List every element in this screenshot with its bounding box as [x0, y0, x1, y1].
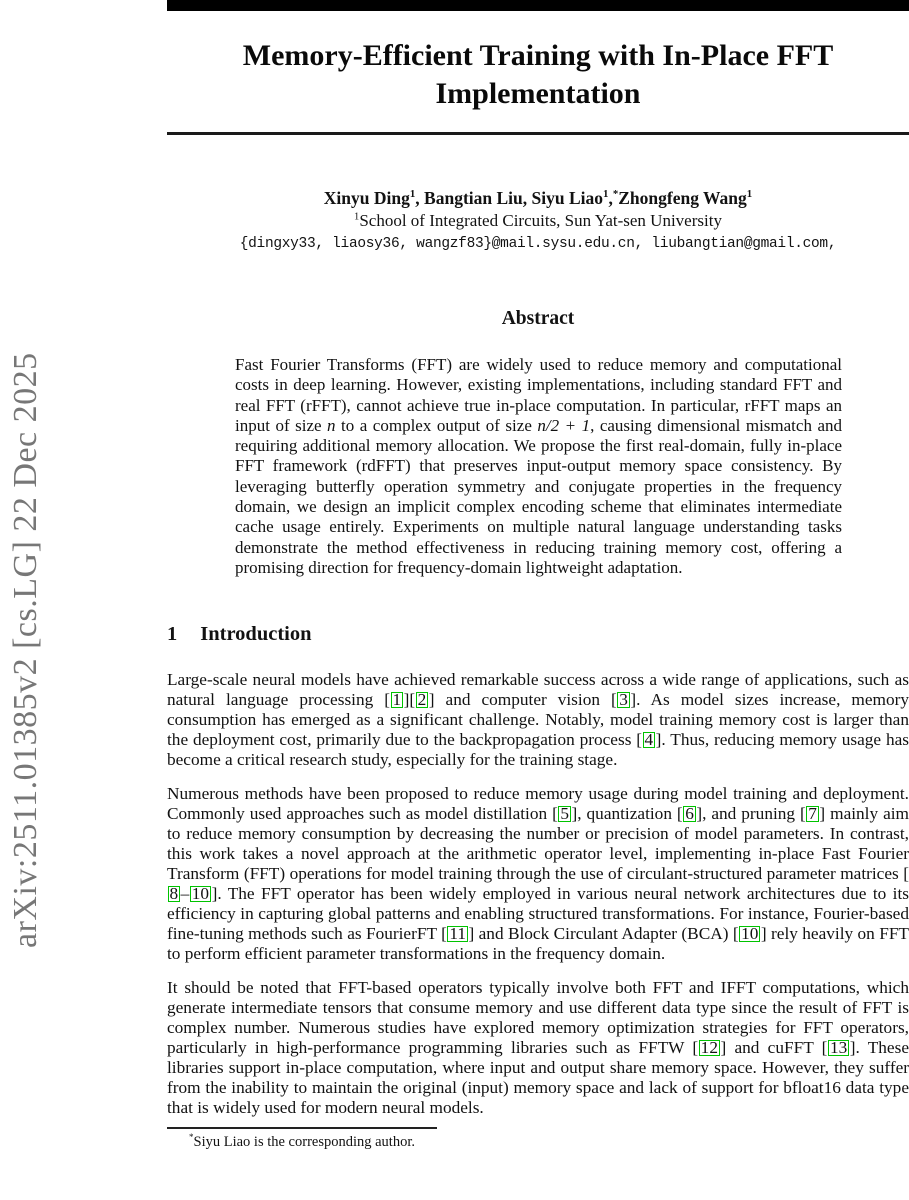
section-number: 1: [167, 623, 178, 646]
intro-paragraph-2: Numerous methods have been proposed to reduce memory usage during model training and deployment. Commonly used approaches such as model distillation [ 5 ], quantization [ 6 ], and pruning [ 7 ] mainly aim to reduce memory consumption by decreasing the number or precision of model parameters. In contrast, this work takes a novel approach at the arithmetic operator level, implementing in-place Fast Fourier Transform (FFT) operations for model training through the use of circulant-structured parameter matrices [8 – 10 ]. The FFT operator has been widely employed in various neural network architectures due to its efficiency in capturing global patterns and enabling structured transformations. For instance, Fourier-based fine-tuning methods such as FourierFT [ 11 ] and Block Circulant Adapter (BCA) [ 10 ] rely heavily on FFT to perform efficient parameter transformations in the frequency domain.: [167, 784, 909, 964]
citation-link[interactable]: 10: [191, 884, 210, 904]
footnote-rule: [167, 1127, 437, 1129]
arxiv-watermark: arXiv:2511.01385v2 [cs.LG] 22 Dec 2025: [7, 352, 44, 948]
paper-column: [167, 0, 909, 1151]
superscript: 1: [746, 188, 753, 201]
abstract-text: Fast Fourier Transforms (FFT) are widely used to reduce memory and computational costs in deep learning. However, existing implementations, including standard FFT and real FFT (rFFT), cannot achieve true in-place computation. In particular, rFFT maps an input of size n to a complex output of size n/2 + 1, causing dimensional mismatch and requiring additional memory allocation. We propose the first real-domain, fully in-place FFT framework (rdFFT) that preserves input-output memory space consistency. By leveraging butterfly operation symmetry and conjugate properties in the frequency domain, we design an implicit complex encoding scheme that eliminates intermediate cache usage entirely. Experiments on multiple natural language understanding tasks demonstrate the method effectiveness in reducing training memory cost, offering a promising direction for frequency-domain lightweight adaptation.: [235, 355, 842, 577]
superscript: *: [612, 188, 619, 201]
citation-link[interactable]: 4: [644, 730, 654, 750]
superscript: 1: [409, 188, 416, 201]
citation-link[interactable]: 1: [392, 690, 402, 710]
superscript: *: [189, 1132, 194, 1143]
citation-link[interactable]: 2: [417, 690, 427, 710]
title-rule: [167, 132, 909, 135]
email-line: {dingxy33, liaosy36, wangzf83}@mail.sysu.edu.cn, liubangtian@gmail.com,: [239, 236, 837, 252]
citation-link[interactable]: 6: [685, 804, 694, 824]
affiliation-line: $^1$School of Integrated Circuits, Sun Yat-sen University: [354, 211, 722, 230]
paper-title: Memory-Efficient Training with In-Place FFT Implementation: [242, 39, 834, 110]
intro-paragraph-3: It should be noted that FFT-based operators typically involve both FFT and IFFT computations, which generate intermediate tensors that consume memory and use different data type since the result of FFT is complex number. Numerous studies have explored memory optimization strategies for FFT operators, particularly in high-performance programming libraries such as FFTW [ 12 ] and cuFFT [ 13 ]. These libraries support in-place computation, where input and output share memory space. However, they suffer from the inability to maintain the original (input) memory space and lack of support for bfloat16 data type that is widely used for modern neural models.: [167, 978, 909, 1118]
citation-link[interactable]: 3: [619, 690, 628, 710]
math-inline: n/2 + 1: [537, 415, 591, 435]
intro-paragraph-1: Large-scale neural models have achieved remarkable success across a wide range of applications, such as natural language processing [ 1 ][ 2 ] and computer vision [ 3 ]. As model sizes increase, memory consumption has emerged as a significant challenge. Notably, model training memory cost is larger than the deployment cost, primarily due to the backpropagation process [ 4 ]. Thus, reducing memory usage has become a critical research study, especially for the training stage.: [167, 670, 909, 770]
footnote-text: *Siyu Liao is the corresponding author.: [189, 1132, 415, 1151]
section-title: Introduction: [200, 623, 312, 646]
math-inline: n: [327, 415, 336, 435]
abstract-heading: Abstract: [501, 308, 575, 329]
citation-link[interactable]: 11: [449, 924, 466, 944]
citation-link[interactable]: 10: [741, 924, 759, 944]
superscript: 1: [354, 211, 360, 223]
citation-link[interactable]: 7: [808, 804, 817, 824]
top-rule-bar: [167, 0, 909, 11]
citation-link[interactable]: 5: [560, 804, 569, 824]
citation-link[interactable]: 8: [169, 884, 179, 904]
citation-link[interactable]: 13: [829, 1038, 848, 1058]
superscript: 1: [603, 188, 609, 201]
author-line: Xinyu Ding$^1$, Bangtian Liu, Siyu Liao$^1$,*Zhongfeng Wang$^1$: [323, 188, 753, 208]
citation-link[interactable]: 12: [700, 1038, 718, 1058]
section-heading-introduction: [167, 622, 909, 646]
